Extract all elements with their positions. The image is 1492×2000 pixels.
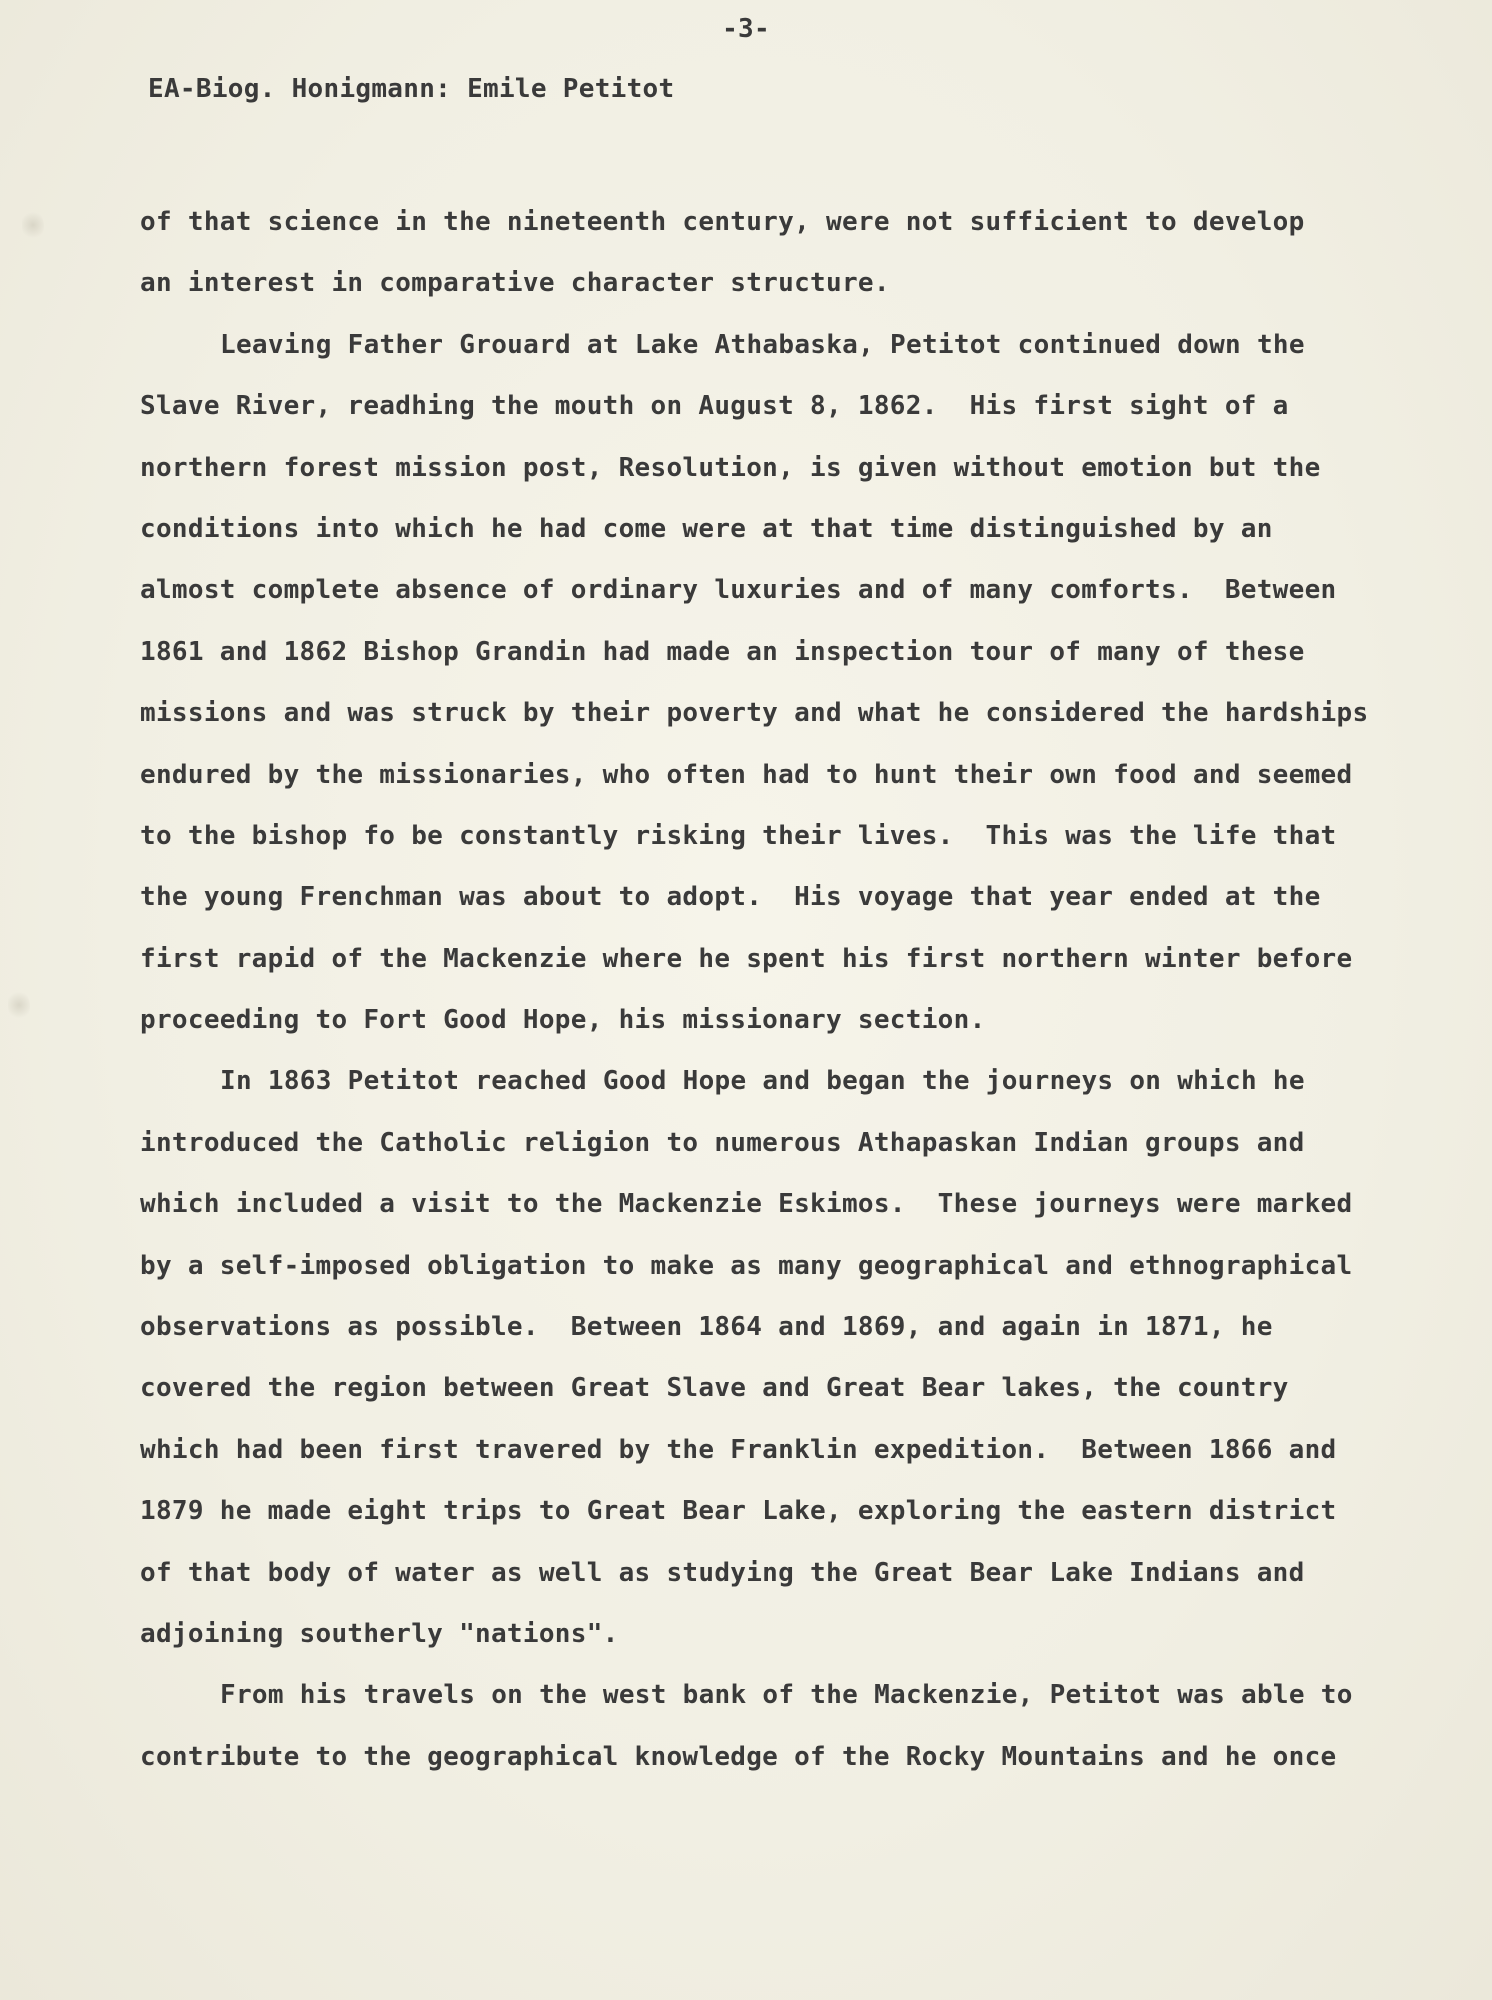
paper-mark bbox=[22, 210, 44, 240]
text-line: contribute to the geographical knowledge of the Rocky Mountains and he once bbox=[140, 1741, 1337, 1772]
text-line: From his travels on the west bank of the Mackenzie, Petitot was able to bbox=[220, 1680, 1353, 1711]
text-line: endured by the missionaries, who often had to hunt their own food and seemed bbox=[140, 759, 1353, 790]
text-line: In 1863 Petitot reached Good Hope and began the journeys on which he bbox=[220, 1066, 1305, 1097]
running-header: EA-Biog. Honigmann: Emile Petitot bbox=[148, 74, 675, 104]
text-line: of that science in the nineteenth century, were not sufficient to develop bbox=[140, 207, 1305, 237]
page-number: -3- bbox=[722, 14, 770, 44]
text-line: which included a visit to the Mackenzie Eskimos. These journeys were marked bbox=[140, 1189, 1353, 1220]
text-line: observations as possible. Between 1864 and 1869, and again in 1871, he bbox=[140, 1312, 1273, 1343]
text-line: 1861 and 1862 Bishop Grandin had made an inspection tour of many of these bbox=[140, 636, 1305, 667]
text-line: 1879 he made eight trips to Great Bear Lake, exploring the eastern district bbox=[140, 1496, 1337, 1527]
paper-mark bbox=[8, 990, 30, 1020]
text-line: to the bishop fo be constantly risking their lives. This was the life that bbox=[140, 820, 1337, 851]
text-line: first rapid of the Mackenzie where he spent his first northern winter before bbox=[140, 943, 1353, 974]
body-text bbox=[140, 192, 1390, 1788]
text-line: missions and was struck by their poverty and what he considered the hardships bbox=[140, 698, 1369, 729]
text-line: which had been first travered by the Franklin expedition. Between 1866 and bbox=[140, 1434, 1337, 1465]
text-line: Leaving Father Grouard at Lake Athabaska, Petitot continued down the bbox=[220, 329, 1305, 360]
text-line: northern forest mission post, Resolution, is given without emotion but the bbox=[140, 452, 1321, 483]
text-line: of that body of water as well as studying the Great Bear Lake Indians and bbox=[140, 1557, 1305, 1588]
text-line: covered the region between Great Slave and Great Bear lakes, the country bbox=[140, 1373, 1289, 1404]
text-line: introduced the Catholic religion to numerous Athapaskan Indian groups and bbox=[140, 1127, 1305, 1158]
text-line: Slave River, readhing the mouth on August 8, 1862. His first sight of a bbox=[140, 391, 1289, 422]
text-line: by a self-imposed obligation to make as many geographical and ethnographical bbox=[140, 1250, 1353, 1281]
text-line: conditions into which he had come were at that time distinguished by an bbox=[140, 513, 1273, 544]
text-line: almost complete absence of ordinary luxuries and of many comforts. Between bbox=[140, 575, 1337, 606]
text-line: the young Frenchman was about to adopt. His voyage that year ended at the bbox=[140, 882, 1321, 913]
text-line: adjoining southerly "nations". bbox=[140, 1618, 619, 1649]
text-line: an interest in comparative character structure. bbox=[140, 268, 890, 299]
text-line: proceeding to Fort Good Hope, his missionary section. bbox=[140, 1005, 986, 1036]
